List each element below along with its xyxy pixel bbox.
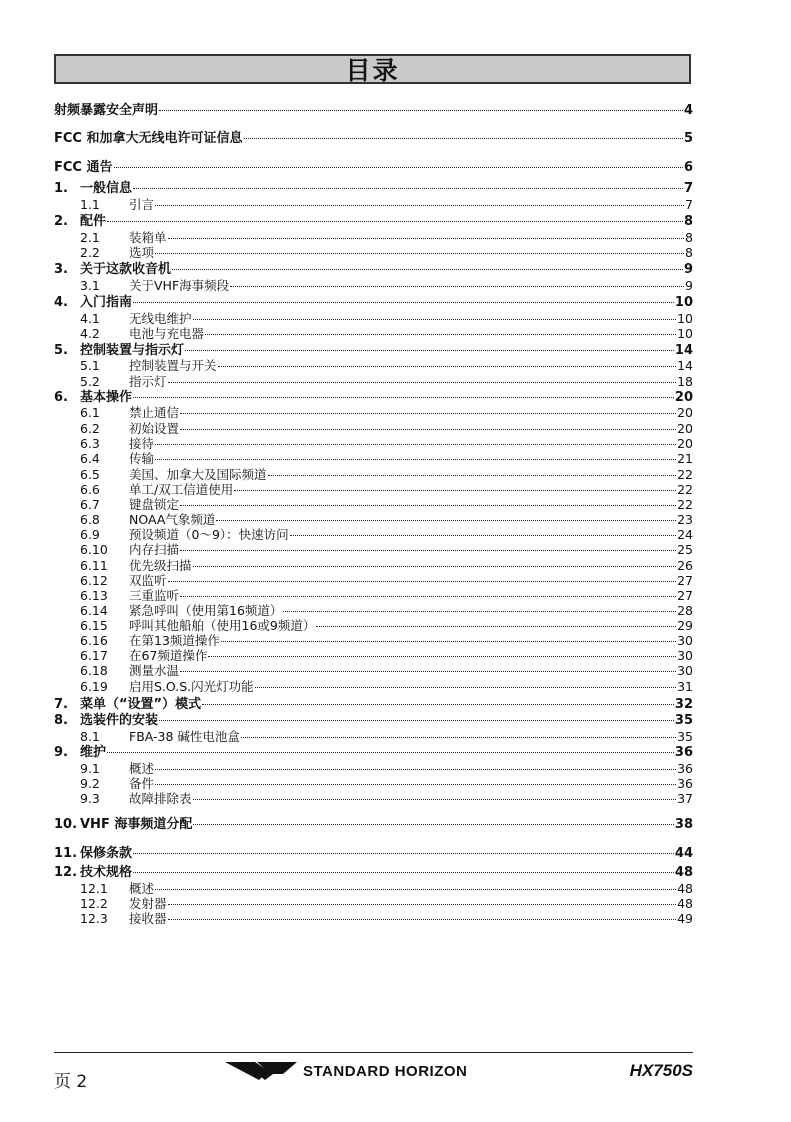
toc-entry-label: 禁止通信	[129, 405, 180, 420]
toc-entry-label: 配件	[80, 214, 107, 229]
toc-entry[interactable]	[54, 633, 693, 648]
toc-entry[interactable]	[54, 817, 693, 832]
toc-entry-label: 指示灯	[129, 374, 167, 389]
toc-entry-page: 8	[685, 245, 693, 260]
dot-leader	[168, 919, 677, 920]
toc-entry-page: 36	[677, 776, 693, 791]
toc-entry-page: 48	[674, 865, 693, 880]
toc-entry-number: 6.1	[80, 405, 100, 420]
toc-entry-label: 维护	[80, 745, 107, 760]
toc-entry-label: 优先级扫描	[129, 558, 192, 573]
toc-entry-label: 保修条款	[80, 846, 133, 861]
toc-entry-number: 4.	[54, 295, 68, 310]
dot-leader	[133, 302, 674, 303]
toc-entry-number: 2.2	[80, 245, 100, 260]
toc-entry-page: 22	[677, 467, 693, 482]
dot-leader	[268, 475, 677, 476]
page-title: 目录	[345, 56, 400, 85]
toc-entry-label: 在67频道操作	[129, 648, 208, 663]
toc-entry-number: 4.1	[80, 311, 100, 326]
dot-leader	[172, 269, 683, 270]
toc-entry-page: 30	[677, 663, 693, 678]
toc-entry[interactable]	[54, 745, 693, 760]
toc-entry-label: 键盘锁定	[129, 497, 180, 512]
toc-entry-page: 31	[677, 679, 693, 694]
toc-entry-number: 3.	[54, 262, 68, 277]
toc-entry-label: 菜单（“设置”）模式	[80, 697, 202, 712]
dot-leader	[244, 138, 683, 139]
brand-logo	[225, 1060, 467, 1082]
toc-entry-number: 1.1	[80, 197, 100, 212]
toc-entry-number: 2.1	[80, 230, 100, 245]
toc-entry-number: 10.	[54, 817, 78, 832]
toc-entry-page: 35	[674, 713, 693, 728]
toc-entry-page: 30	[677, 633, 693, 648]
toc-entry-page: 14	[674, 343, 693, 358]
toc-entry[interactable]	[54, 343, 693, 358]
toc-entry[interactable]	[54, 896, 693, 911]
toc-entry[interactable]	[54, 160, 693, 175]
dot-leader	[159, 110, 683, 111]
dot-leader	[107, 221, 683, 222]
toc-entry-page: 4	[683, 103, 693, 118]
toc-entry-page: 49	[677, 911, 693, 926]
dot-leader	[193, 799, 677, 800]
dot-leader	[290, 535, 676, 536]
toc-entry[interactable]	[54, 421, 693, 436]
dot-leader	[316, 626, 676, 627]
toc-entry[interactable]	[54, 527, 693, 542]
toc-entry-number: 6.6	[80, 482, 100, 497]
toc-entry-page: 20	[677, 405, 693, 420]
toc-entry-number: 6.4	[80, 451, 100, 466]
toc-entry[interactable]	[54, 245, 693, 260]
toc-entry-number: 6.9	[80, 527, 100, 542]
dot-leader	[133, 853, 674, 854]
dot-leader	[180, 413, 676, 414]
toc-entry-label: 接收器	[129, 911, 167, 926]
toc-entry-number: 6.12	[80, 573, 108, 588]
toc-entry[interactable]	[54, 262, 693, 277]
dot-leader	[193, 566, 677, 567]
toc-entry[interactable]	[54, 197, 693, 212]
toc-entry-page: 48	[677, 896, 693, 911]
toc-entry-page: 38	[674, 817, 693, 832]
toc-entry-page: 8	[685, 230, 693, 245]
toc-entry-number: 4.2	[80, 326, 100, 341]
dot-leader	[133, 188, 683, 189]
toc-entry-page: 7	[685, 197, 693, 212]
toc-entry[interactable]	[54, 467, 693, 482]
toc-entry-label: 装箱单	[129, 230, 167, 245]
toc-entry-page: 22	[677, 482, 693, 497]
toc-entry-page: 5	[683, 131, 693, 146]
toc-entry[interactable]	[54, 103, 693, 118]
toc-entry[interactable]	[54, 181, 693, 196]
toc-entry[interactable]	[54, 374, 693, 389]
toc-entry[interactable]	[54, 713, 693, 728]
dot-leader	[159, 720, 674, 721]
toc-entry-number: 9.1	[80, 761, 100, 776]
toc-entry-label: 三重监听	[129, 588, 180, 603]
toc-entry[interactable]	[54, 588, 693, 603]
toc-entry[interactable]	[54, 776, 693, 791]
toc-entry-number: 6.11	[80, 558, 108, 573]
toc-entry-label: 入门指南	[80, 295, 133, 310]
toc-entry-label: 单工/双工信道使用	[129, 482, 234, 497]
dot-leader	[168, 238, 685, 239]
toc-entry[interactable]	[54, 911, 693, 926]
toc-entry-page: 24	[677, 527, 693, 542]
dot-leader	[155, 444, 676, 445]
toc-entry[interactable]	[54, 603, 693, 618]
toc-entry-page: 20	[674, 390, 693, 405]
dot-leader	[283, 611, 676, 612]
toc-entry-page: 25	[677, 542, 693, 557]
model-name: HX750S	[629, 1061, 693, 1080]
toc-entry-number: 6.13	[80, 588, 108, 603]
toc-entry-page: 27	[677, 573, 693, 588]
dot-leader	[208, 656, 676, 657]
toc-entry-page: 20	[677, 436, 693, 451]
toc-entry[interactable]	[54, 390, 693, 405]
toc-entry-page: 26	[677, 558, 693, 573]
toc-entry[interactable]	[54, 497, 693, 512]
toc-entry-label: FCC 通告	[54, 160, 113, 175]
dot-leader	[218, 366, 677, 367]
toc-entry-number: 5.2	[80, 374, 100, 389]
dot-leader	[155, 769, 676, 770]
toc-entry-page: 36	[677, 761, 693, 776]
dot-leader	[180, 550, 676, 551]
toc-entry-label: 在第13频道操作	[129, 633, 220, 648]
toc-entry-number: 6.14	[80, 603, 108, 618]
toc-entry-number: 9.	[54, 745, 68, 760]
toc-entry-label: 概述	[129, 881, 155, 896]
dot-leader	[230, 286, 684, 287]
toc-entry-number: 1.	[54, 181, 68, 196]
toc-entry-label: 双监听	[129, 573, 167, 588]
toc-entry-page: 29	[677, 618, 693, 633]
toc-entry-number: 12.2	[80, 896, 108, 911]
toc-entry-label: 美国、加拿大及国际频道	[129, 467, 267, 482]
dot-leader	[133, 397, 674, 398]
toc-entry-label: 选项	[129, 245, 155, 260]
toc-entry-page: 8	[683, 214, 693, 229]
toc-entry[interactable]	[54, 295, 693, 310]
dot-leader	[155, 205, 684, 206]
dot-leader	[168, 904, 677, 905]
toc-title-bar	[54, 54, 691, 84]
toc-entry[interactable]	[54, 278, 693, 293]
dot-leader	[155, 253, 684, 254]
toc-entry-number: 6.	[54, 390, 68, 405]
toc-entry-label: 射频暴露安全声明	[54, 103, 159, 118]
toc-entry[interactable]	[54, 618, 693, 633]
dot-leader	[155, 459, 676, 460]
toc-entry-number: 6.16	[80, 633, 108, 648]
toc-entry[interactable]	[54, 230, 693, 245]
toc-entry[interactable]	[54, 311, 693, 326]
toc-entry-number: 6.3	[80, 436, 100, 451]
toc-entry[interactable]	[54, 729, 693, 744]
toc-entry-label: NOAA气象频道	[129, 512, 216, 527]
dot-leader	[168, 382, 677, 383]
toc-entry-number: 3.1	[80, 278, 100, 293]
toc-entry-label: 控制装置与指示灯	[80, 343, 185, 358]
dot-leader	[193, 824, 674, 825]
toc-entry-number: 6.18	[80, 663, 108, 678]
toc-entry-page: 10	[674, 295, 693, 310]
toc-entry-number: 11.	[54, 846, 78, 861]
toc-entry-page: 10	[677, 326, 693, 341]
dot-leader	[193, 319, 677, 320]
toc-entry-label: 启用S.O.S.闪光灯功能	[129, 679, 254, 694]
dot-leader	[168, 581, 677, 582]
dot-leader	[155, 784, 676, 785]
toc-entry-label: 电池与充电器	[129, 326, 205, 341]
toc-entry-page: 32	[674, 697, 693, 712]
toc-entry-label: 控制装置与开关	[129, 358, 217, 373]
dot-leader	[114, 167, 683, 168]
toc-entry-page: 22	[677, 497, 693, 512]
toc-entry[interactable]	[54, 326, 693, 341]
toc-entry-label: 备件	[129, 776, 155, 791]
dot-leader	[216, 520, 676, 521]
dot-leader	[180, 596, 676, 597]
toc-entry-number: 8.	[54, 713, 68, 728]
toc-entry-label: 发射器	[129, 896, 167, 911]
toc-entry-label: FCC 和加拿大无线电许可证信息	[54, 131, 243, 146]
dot-leader	[202, 704, 674, 705]
toc-entry-page: 28	[677, 603, 693, 618]
toc-entry-label: 测量水温	[129, 663, 180, 678]
toc-entry-page: 30	[677, 648, 693, 663]
toc-entry-number: 6.7	[80, 497, 100, 512]
toc-entry[interactable]	[54, 573, 693, 588]
dot-leader	[180, 429, 676, 430]
toc-entry[interactable]	[54, 697, 693, 712]
toc-entry[interactable]	[54, 648, 693, 663]
toc-entry[interactable]	[54, 451, 693, 466]
toc-entry-number: 9.2	[80, 776, 100, 791]
toc-entry-number: 2.	[54, 214, 68, 229]
toc-entry[interactable]	[54, 214, 693, 229]
toc-entry-label: 关于这款收音机	[80, 262, 172, 277]
dot-leader	[107, 752, 674, 753]
toc-entry[interactable]	[54, 865, 693, 880]
brand-name: STANDARD HORIZON	[303, 1062, 468, 1080]
toc-entry-label: 初始设置	[129, 421, 180, 436]
toc-entry-page: 27	[677, 588, 693, 603]
toc-entry-label: 一般信息	[80, 181, 133, 196]
toc-entry[interactable]	[54, 405, 693, 420]
toc-entry-label: 传输	[129, 451, 155, 466]
toc-entry[interactable]	[54, 558, 693, 573]
toc-entry-page: 10	[677, 311, 693, 326]
toc-entry-label: 紧急呼叫（使用第16频道）	[129, 603, 283, 618]
toc-entry-number: 12.	[54, 865, 78, 880]
toc-entry[interactable]	[54, 679, 693, 694]
toc-entry-label: 基本操作	[80, 390, 133, 405]
toc-entry[interactable]	[54, 761, 693, 776]
toc-entry-label: FBA-38 碱性电池盒	[129, 729, 240, 744]
dot-leader	[180, 671, 676, 672]
toc-entry-page: 7	[683, 181, 693, 196]
toc-entry-label: 预设频道（0～9）：快速访问	[129, 527, 289, 542]
toc-entry-label: 选装件的安装	[80, 713, 159, 728]
toc-entry-page: 9	[683, 262, 693, 277]
toc-entry[interactable]	[54, 358, 693, 373]
toc-entry-page: 18	[677, 374, 693, 389]
toc-entry[interactable]	[54, 512, 693, 527]
toc-entry-number: 6.15	[80, 618, 108, 633]
toc-entry-page: 14	[677, 358, 693, 373]
toc-entry-label: 内存扫描	[129, 542, 180, 557]
toc-entry-page: 6	[683, 160, 693, 175]
toc-entry-label: 呼叫其他船舶（使用16或9频道）	[129, 618, 316, 633]
toc-entry-number: 9.3	[80, 791, 100, 806]
toc-entry[interactable]	[54, 542, 693, 557]
toc-entry[interactable]	[54, 791, 693, 806]
dot-leader	[221, 641, 676, 642]
toc-entry-label: 关于VHF海事频段	[129, 278, 230, 293]
toc-entry-number: 8.1	[80, 729, 100, 744]
toc-entry-number: 12.1	[80, 881, 108, 896]
toc-entry-number: 6.19	[80, 679, 108, 694]
dot-leader	[133, 872, 674, 873]
toc-entry-label: 概述	[129, 761, 155, 776]
toc-entry-page: 20	[677, 421, 693, 436]
toc-entry[interactable]	[54, 663, 693, 678]
toc-entry-label: 接待	[129, 436, 155, 451]
toc-entry-number: 5.1	[80, 358, 100, 373]
toc-entry-label: VHF 海事频道分配	[80, 817, 193, 832]
toc-entry-label: 无线电维护	[129, 311, 192, 326]
toc-entry-label: 技术规格	[80, 865, 133, 880]
dot-leader	[155, 889, 676, 890]
toc-entry-page: 9	[685, 278, 693, 293]
toc-entry-number: 6.5	[80, 467, 100, 482]
toc-entry-page: 21	[677, 451, 693, 466]
toc-entry-number: 7.	[54, 697, 68, 712]
footer-divider	[54, 1052, 693, 1053]
toc-entry-number: 12.3	[80, 911, 108, 926]
toc-entry-label: 引言	[129, 197, 155, 212]
toc-entry[interactable]	[54, 881, 693, 896]
dot-leader	[180, 505, 676, 506]
toc-entry[interactable]	[54, 131, 693, 146]
toc-entry-label: 故障排除表	[129, 791, 192, 806]
toc-entry-page: 23	[677, 512, 693, 527]
toc-entry-page: 35	[677, 729, 693, 744]
dot-leader	[241, 737, 676, 738]
toc-entry[interactable]	[54, 482, 693, 497]
dot-leader	[234, 490, 676, 491]
dot-leader	[205, 334, 676, 335]
toc-entry-page: 36	[674, 745, 693, 760]
toc-entry[interactable]	[54, 846, 693, 861]
toc-entry-page: 48	[677, 881, 693, 896]
page-number: 页 2	[54, 1072, 88, 1092]
toc-entry-number: 6.8	[80, 512, 100, 527]
toc-entry[interactable]	[54, 436, 693, 451]
toc-entry-page: 44	[674, 846, 693, 861]
dot-leader	[255, 687, 676, 688]
dot-leader	[185, 350, 674, 351]
standard-horizon-logo-icon	[225, 1060, 297, 1082]
toc-entry-number: 6.10	[80, 542, 108, 557]
toc-entry-number: 6.2	[80, 421, 100, 436]
toc-entry-number: 5.	[54, 343, 68, 358]
toc-entry-number: 6.17	[80, 648, 108, 663]
toc-entry-page: 37	[677, 791, 693, 806]
